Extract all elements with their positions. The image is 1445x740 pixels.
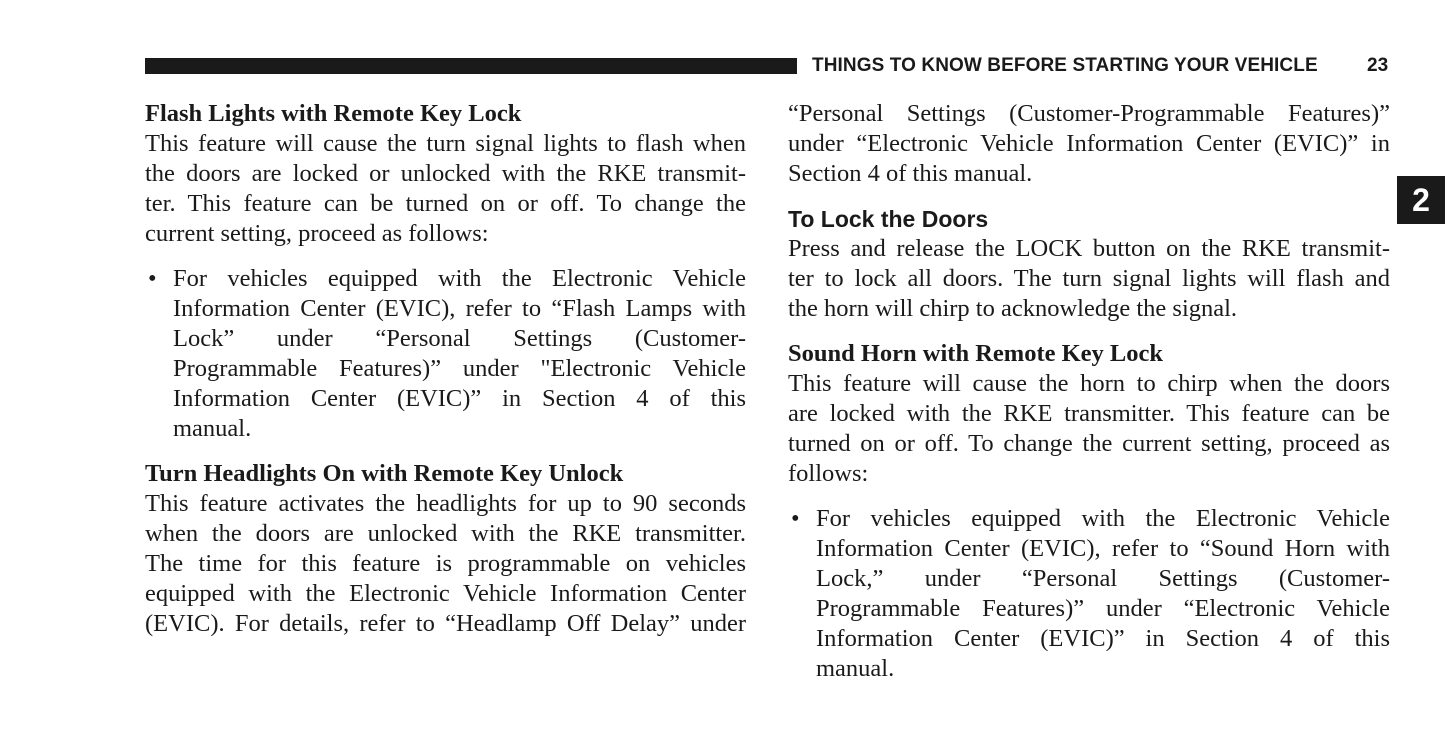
sound-horn-text-line: are locked with the RKE transmitter. This feature can be: [788, 400, 1390, 427]
bullet-text-line: Information Center (EVIC)” in Section 4 of this: [173, 385, 746, 412]
bullet-text-line: Information Center (EVIC), refer to “Flash Lamps with: [173, 295, 746, 322]
bullet-text-line: Information Center (EVIC), refer to “Sound Horn with: [816, 535, 1390, 562]
bullet-text-line: Programmable Features)” under “Electronic Vehicle: [816, 595, 1390, 622]
lock-doors-text-line: ter to lock all doors. The turn signal lights will flash and: [788, 265, 1390, 292]
heading-flash-lights: Flash Lights with Remote Key Lock: [145, 100, 522, 127]
heading-headlights: Turn Headlights On with Remote Key Unlock: [145, 460, 624, 487]
bullet-text-line: manual.: [816, 655, 895, 682]
bullet-text-line: Programmable Features)” under "Electronic Vehicle: [173, 355, 746, 382]
section-tab: 2: [1397, 176, 1445, 224]
left-column: [145, 99, 746, 639]
bullet-text-line: For vehicles equipped with the Electronic Vehicle: [816, 505, 1390, 532]
flash-lights-bullet: [145, 264, 746, 444]
running-header-title: THINGS TO KNOW BEFORE STARTING YOUR VEHICLE: [812, 55, 1318, 76]
headlights-text-line: This feature activates the headlights for up to 90 seconds: [145, 490, 746, 517]
bullet-icon: •: [148, 265, 157, 292]
sound-horn-text-line: follows:: [788, 460, 869, 487]
sound-horn-text-line: turned on or off. To change the current setting, proceed as: [788, 430, 1390, 457]
bullet-text-line: Lock,” under “Personal Settings (Customer-: [816, 565, 1390, 592]
bullet-text-line: Information Center (EVIC)” in Section 4 of this: [816, 625, 1390, 652]
right-column: [788, 99, 1390, 684]
headlights-text-line: (EVIC). For details, refer to “Headlamp Off Delay” under: [145, 610, 746, 637]
continued-text-line: Section 4 of this manual.: [788, 160, 1033, 187]
bullet-text-line: For vehicles equipped with the Electronic Vehicle: [173, 265, 746, 292]
flash-lights-text-line: current setting, proceed as follows:: [145, 220, 489, 247]
continued-text-line: “Personal Settings (Customer-Programmable Features)”: [788, 100, 1390, 127]
headlights-text-line: when the doors are unlocked with the RKE transmitter.: [145, 520, 746, 547]
bullet-icon: •: [791, 505, 800, 532]
sound-horn-text-line: This feature will cause the horn to chirp when the doors: [788, 370, 1390, 397]
bullet-text-line: manual.: [173, 415, 252, 442]
flash-lights-text-line: This feature will cause the turn signal lights to flash when: [145, 130, 746, 157]
page-number: 23: [1367, 55, 1389, 76]
header-rule: [145, 58, 797, 74]
heading-sound-horn: Sound Horn with Remote Key Lock: [788, 340, 1164, 367]
sound-horn-bullet: [788, 504, 1390, 684]
headlights-text-line: The time for this feature is programmable on vehicles: [145, 550, 746, 577]
heading-lock-doors: To Lock the Doors: [788, 206, 989, 232]
continued-text-line: under “Electronic Vehicle Information Center (EVIC)” in: [788, 130, 1390, 157]
flash-lights-text-line: ter. This feature can be turned on or off. To change the: [145, 190, 746, 217]
headlights-text-line: equipped with the Electronic Vehicle Information Center: [145, 580, 746, 607]
lock-doors-text-line: Press and release the LOCK button on the RKE transmit-: [788, 235, 1390, 262]
lock-doors-text-line: the horn will chirp to acknowledge the signal.: [788, 295, 1238, 322]
bullet-text-line: Lock” under “Personal Settings (Customer-: [173, 325, 746, 352]
flash-lights-text-line: the doors are locked or unlocked with the RKE transmit-: [145, 160, 746, 187]
